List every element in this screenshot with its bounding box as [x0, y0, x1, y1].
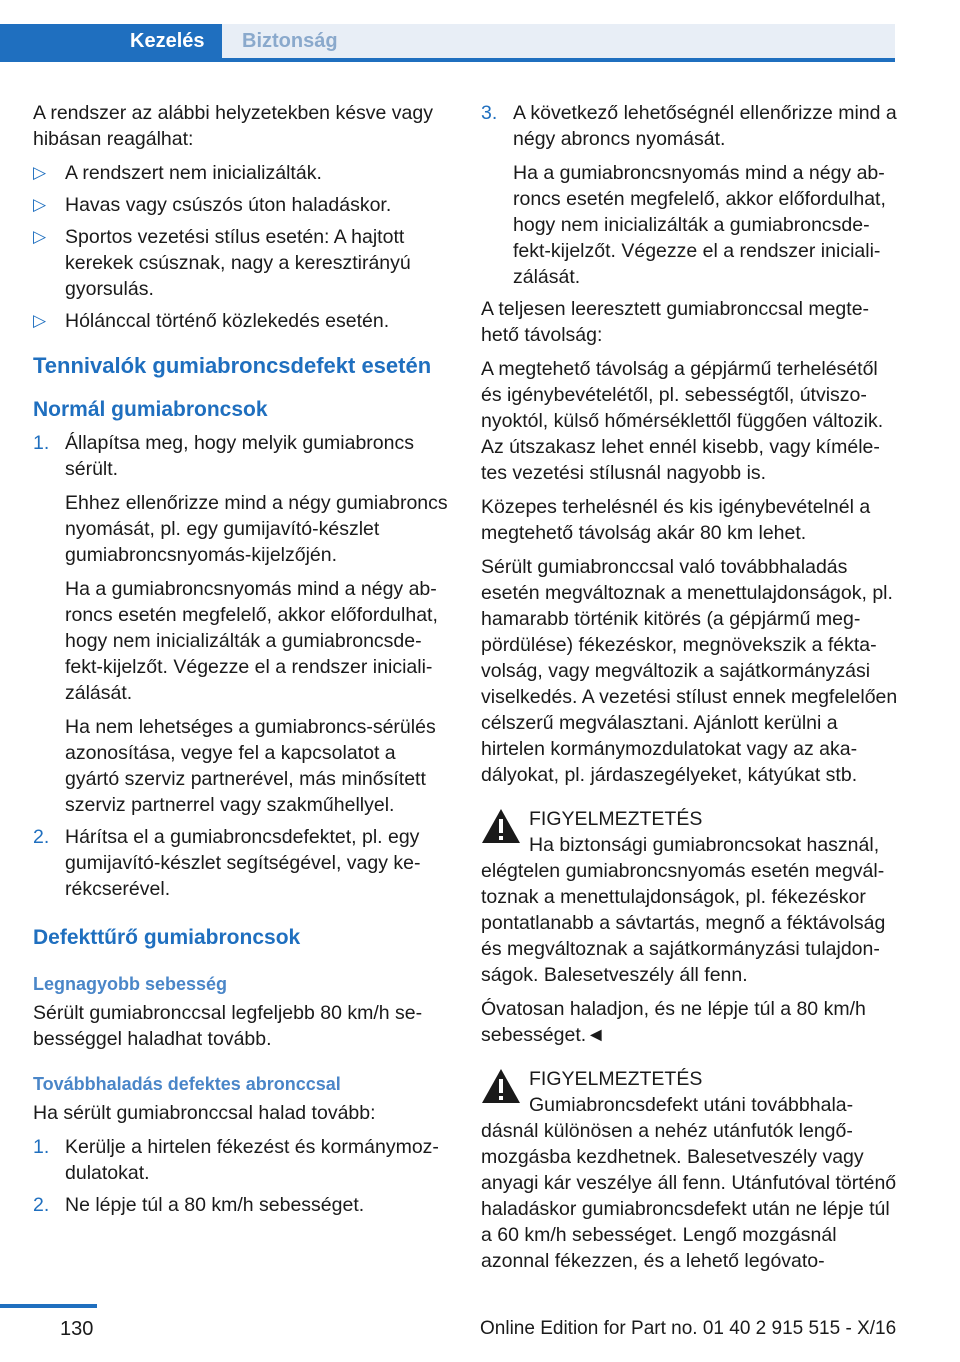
- section-heading: Tennivalók gumiabroncsdefekt esetén: [33, 353, 432, 378]
- tab-kezeles[interactable]: Kezelés: [0, 24, 222, 62]
- paragraph: Közepes terhelésnél és kis igénybevételnél a megtehető távolság akár 80 km lehet.: [481, 496, 871, 544]
- right-column: [481, 100, 899, 1282]
- footer-rule: [0, 1304, 97, 1308]
- paragraph: Óvatosan haladjon, és ne lépje túl a 80 km/h sebességet.◄: [481, 998, 866, 1046]
- numbered-step: 3. A következő lehetőségnél ellenőrizze mind a négy abroncs nyomását. Ha a gumiabroncsnyomás mind a négy abroncs esetén megfelelő, akkor előfordulhat, hogy nem inicializálták a gumiabroncsdefekt-kijelzőt. Végezze el a rendszer inicializálását.: [481, 102, 897, 288]
- warning-text: Ha biztonsági gumiabroncsokat használ, elégtelen gumiabroncsnyomás esetén megváltoznak a menettulajdonságok, pl. fékezéskor pontatlanabb a sávtartás, megnő a féktávolság és megváltoznak a sajátkormányzási tulajdonságok. Balesetveszély áll fenn.: [481, 834, 886, 986]
- paragraph: A teljesen leeresztett gumiabronccsal megtehető távolság:: [481, 298, 870, 346]
- subsection-heading-runflat: Defekttűrő gumiabroncsok: [33, 926, 301, 949]
- subsection-heading-normal: Normál gumiabroncsok: [33, 398, 268, 421]
- warning-triangle-icon: [481, 1068, 521, 1104]
- numbered-step: 1. Állapítsa meg, hogy melyik gumiabroncs sérült. Ehhez ellenőrizze mind a négy gumiabroncs nyomását, pl. egy gumijavító-készlet gumiabroncsnyomás-kijelzőjén. Ha a gumiabroncsnyomás mind a négy abroncs esetén megfelelő, akkor előfordulhat, hogy nem inicializálták a gumiabroncsdefekt-kijelzőt. Végezze el a rendszer inicializálását. Ha nem lehetséges a gumiabroncs-sérülés azonosítása, vegye fel a kapcsolatot a gyártó szerviz partnerével, más minősített szerviz partnerrel vagy szakműhellyel.: [33, 432, 448, 816]
- triangle-bullet-icon: ▷: [33, 311, 47, 330]
- tab-biztonsag[interactable]: Biztonság: [222, 24, 895, 58]
- bullet-item: ▷ Hólánccal történő közlekedés esetén.: [33, 310, 390, 332]
- intro-paragraph: A rendszer az alábbi helyzetekben késve vagy hibásan reagálhat:: [33, 102, 433, 150]
- page-number: 130: [60, 1318, 94, 1340]
- warning-box: [481, 1066, 899, 1274]
- triangle-bullet-icon: ▷: [33, 195, 47, 214]
- edition-text: Online Edition for Part no. 01 40 2 915 515 - X/16: [480, 1318, 897, 1339]
- warning-triangle-icon: [481, 808, 521, 844]
- paragraph: A megtehető távolság a gépjármű terhelésétől és igénybevételétől, pl. sebességtől, útviszonyoktól, külső hőmérséklettől függően változik. Az útszakasz lehet ennél kisebb, vagy kíméletes vezetési stílusnál nagyobb is.: [481, 358, 884, 484]
- warning-text: Gumiabroncsdefekt utáni továbbhaladásnál különösen a nehéz utánfutók lengőmozgásba kezdhetnek. Balesetveszély vagy anyagi kár veszélye áll fenn. Utánfutóval történő haladáskor gumiabroncsdefekt után ne lépje túl a 60 km/h sebességet. Lengő mozgásnál azonnal fékezzen, és a lehető legóvato-: [481, 1094, 897, 1272]
- max-speed-text: Sérült gumiabronccsal legfeljebb 80 km/h sebességgel haladhat tovább.: [33, 1002, 423, 1050]
- left-column: [33, 100, 453, 1224]
- header-rule: [0, 58, 895, 62]
- triangle-bullet-icon: ▷: [33, 227, 47, 246]
- triangle-bullet-icon: ▷: [33, 163, 47, 182]
- numbered-step: 2. Hárítsa el a gumiabroncsdefektet, pl. egy gumijavító-készlet segítségével, vagy kerékcserével.: [33, 826, 421, 900]
- paragraph: Sérült gumiabronccsal való továbbhaladás esetén megváltoznak a menettulajdonságok, pl. hamarabb történik kitörés (a gépjármű megpördülése) fékezéskor, megnövekszik a féktavolság, vagy megváltozik a sajátkormányzási viselkedés. A vezetési stílust ennek megfelelően célszerű megválasztani. Ajánlott kerülni a hirtelen kormánymozdulatokat vagy az akadályokat, pl. járdaszegélyeket, kátyúkat stb.: [481, 556, 898, 786]
- bullet-item: ▷ Sportos vezetési stílus esetén: A hajtott kerekek csúsznak, nagy a keresztirányú gyorsulás.: [33, 226, 411, 300]
- bullet-item: ▷ Havas vagy csúszós úton haladáskor.: [33, 194, 392, 216]
- numbered-step: 2. Ne lépje túl a 80 km/h sebességet.: [33, 1194, 365, 1216]
- header: [0, 24, 895, 62]
- numbered-step: 1. Kerülje a hirtelen fékezést és kormánymozdulatokat.: [33, 1136, 439, 1184]
- warning-box: [481, 806, 899, 988]
- warning-title: FIGYELMEZTETÉS: [529, 1068, 703, 1090]
- warning-title: FIGYELMEZTETÉS: [529, 808, 703, 830]
- heading-max-speed: Legnagyobb sebesség: [33, 974, 228, 994]
- bullet-item: ▷ A rendszert nem inicializálták.: [33, 162, 322, 184]
- heading-continue: Továbbhaladás defektes abronccsal: [33, 1074, 341, 1094]
- continue-intro: Ha sérült gumiabronccsal halad tovább:: [33, 1102, 376, 1124]
